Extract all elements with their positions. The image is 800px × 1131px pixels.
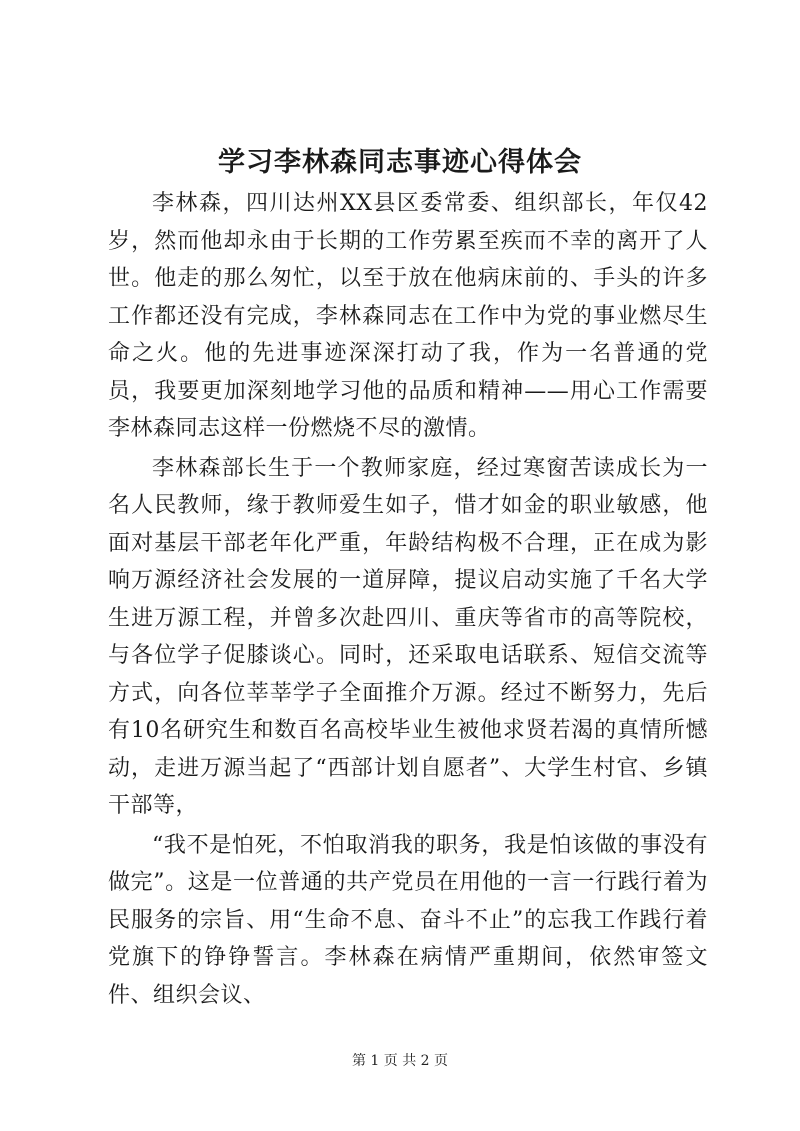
paragraph-2: 李林森部长生于一个教师家庭，经过寒窗苦读成长为一名人民教师，缘于教师爱生如子，惜才如金的职业敏感，他面对基层干部老年化严重，年龄结构极不合理，正在成为影响万源经济社会发展的一道屏障，提议启动实施了千名大学生进万源工程，并曾多次赴四川、重庆等省市的高等院校，与各位学子促膝谈心。同时，还采取电话联系、短信交流等方式，向各位莘莘学子全面推介万源。经过不断努力，先后有10名研究生和数百名高校毕业生被他求贤若渴的真情所憾动，走进万源当起了“西部计划自愿者”、大学生村官、乡镇干部等， xyxy=(108,455,708,818)
paragraph-1: 李林森，四川达州XX县区委常委、组织部长，年仅42岁，然而他却永由于长期的工作劳累至疾而不幸的离开了人世。他走的那么匆忙，以至于放在他病床前的、手头的许多工作都还没有完成，李林森同志在工作中为党的事业燃尽生命之火。他的先进事迹深深打动了我，作为一名普通的党员，我要更加深刻地学习他的品质和精神——用心工作需要李林森同志这样一份燃烧不尽的激情。 xyxy=(108,191,708,441)
paragraph-3: “我不是怕死，不怕取消我的职务，我是怕该做的事没有做完”。这是一位普通的共产党员在用他的一言一行践行着为民服务的宗旨、用“生命不息、奋斗不止”的忘我工作践行着党旗下的铮铮誓言。李林森在病情严重期间，依然审签文件、组织会议、 xyxy=(108,832,708,1008)
document-title: 学习李林森同志事迹心得体会 xyxy=(218,147,582,178)
page-footer: 第 1 页 共 2 页 xyxy=(351,1053,449,1069)
document-body xyxy=(108,185,708,1016)
